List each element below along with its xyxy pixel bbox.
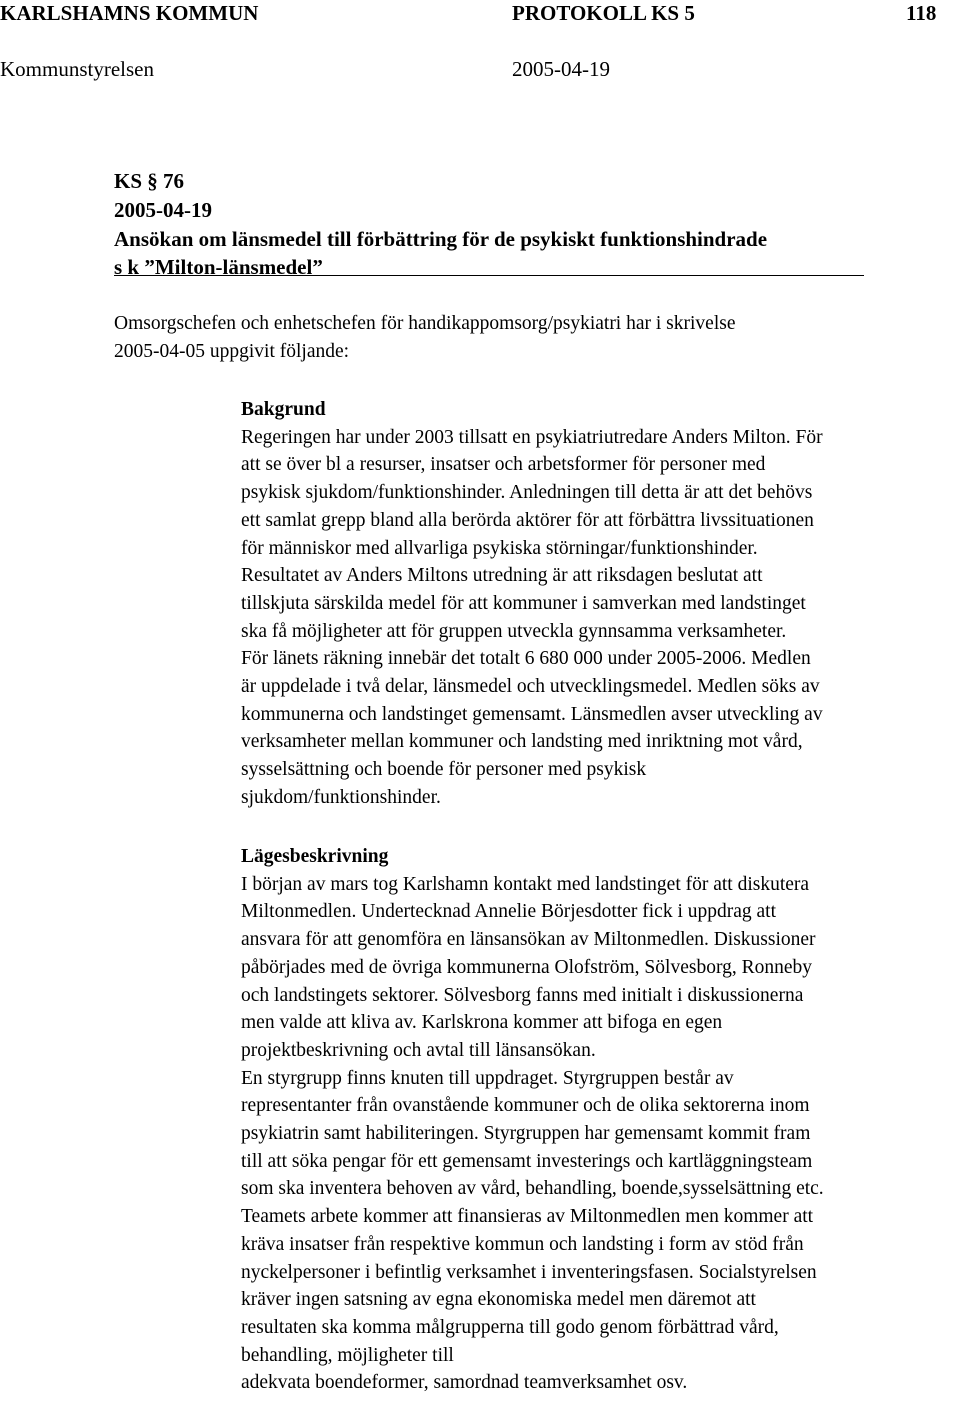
paragraph-line: och landstingets sektorer. Sölvesborg fanns med initialt i diskussionerna — [241, 984, 804, 1006]
section-heading: Bakgrund — [241, 399, 326, 420]
paragraph-line: kommunerna och landstinget gemensamt. Länsmedlen avser utveckling av — [241, 703, 823, 725]
paragraph-line: sjukdom/funktionshinder. — [241, 786, 441, 808]
title-underline — [114, 275, 864, 276]
section-heading: Lägesbeskrivning — [241, 846, 389, 867]
paragraph-line: till att söka pengar för ett gemensamt investerings och kartläggningsteam — [241, 1150, 813, 1172]
paragraph-line: I början av mars tog Karlshamn kontakt med landstinget för att diskutera — [241, 873, 810, 895]
header-protocol: PROTOKOLL KS 5 — [512, 1, 695, 25]
case-title-subtitle: s k ”Milton-länsmedel” — [114, 255, 323, 279]
paragraph-line: kräver ingen satsning av egna ekonomiska medel men däremot att — [241, 1289, 756, 1311]
paragraph-line: att se över bl a resurser, insatser och arbetsformer för personer med — [241, 454, 766, 476]
paragraph-line: är uppdelade i två delar, länsmedel och utvecklingsmedel. Medlen söks av — [241, 676, 820, 698]
section-bakgrund — [241, 396, 960, 812]
paragraph-line: påbörjades med de övriga kommunerna Olofström, Sölvesborg, Ronneby — [241, 956, 812, 978]
intro-line: 2005-04-05 uppgivit följande: — [114, 341, 350, 362]
paragraph-line: som ska inventera behoven av vård, behandling, boende,sysselsättning etc. — [241, 1178, 824, 1200]
paragraph-line: ansvara för att genomföra en länsansökan av Miltonmedlen. Diskussioner — [241, 929, 816, 951]
paragraph-line: adekvata boendeformer, samordnad teamverksamhet osv. — [241, 1372, 688, 1394]
case-date: 2005-04-19 — [114, 198, 212, 222]
paragraph-line: men valde att kliva av. Karlskrona kommer att bifoga en egen — [241, 1012, 723, 1034]
paragraph-line: resultaten ska komma målgrupperna till godo genom förbättrad vård, — [241, 1316, 779, 1338]
paragraph-line: för människor med allvarliga psykiska störningar/funktionshinder. — [241, 537, 758, 559]
paragraph-line: För länets räkning innebär det totalt 6 680 000 under 2005-2006. Medlen — [241, 648, 811, 670]
paragraph-line: En styrgrupp finns knuten till uppdraget. Styrgruppen består av — [241, 1067, 734, 1089]
paragraph-line: nyckelpersoner i befintlig verksamhet i inventeringsfasen. Socialstyrelsen — [241, 1261, 817, 1283]
paragraph-line: psykiatrin samt habiliteringen. Styrgruppen har gemensamt kommit fram — [241, 1123, 811, 1145]
paragraph-line: kräva insatser från respektive kommun och landsting i form av stöd från — [241, 1233, 804, 1255]
intro-line: Omsorgschefen och enhetschefen för handikappomsorg/psykiatri har i skrivelse — [114, 313, 736, 334]
paragraph-line: tillskjuta särskilda medel för att kommuner i samverkan med landstinget — [241, 592, 806, 614]
paragraph-line: projektbeskrivning och avtal till länsansökan. — [241, 1039, 596, 1061]
case-title: Ansökan om länsmedel till förbättring för de psykiskt funktionshindrade — [114, 227, 768, 251]
paragraph-line: ett samlat grepp bland alla berörda aktörer för att förbättra livssituationen — [241, 509, 814, 531]
paragraph-line: Regeringen har under 2003 tillsatt en psykiatriutredare Anders Milton. För — [241, 426, 823, 448]
header-date: 2005-04-19 — [512, 57, 610, 81]
paragraph-line: representanter från ovanstående kommuner och de olika sektorerna inom — [241, 1095, 810, 1117]
header-board: Kommunstyrelsen — [0, 57, 154, 81]
paragraph-line: sysselsättning och boende för personer med psykisk — [241, 759, 647, 781]
paragraph-line: behandling, möjligheter till — [241, 1344, 454, 1366]
header-municipality: KARLSHAMNS KOMMUN — [0, 1, 259, 25]
section-lagesbeskrivning — [241, 843, 960, 1397]
paragraph-line: verksamheter mellan kommuner och landsting med inriktning mot vård, — [241, 731, 803, 753]
paragraph-line: psykisk sjukdom/funktionshinder. Anledningen till detta är att det behövs — [241, 482, 813, 504]
case-number: KS § 76 — [114, 169, 185, 193]
paragraph-line: Resultatet av Anders Miltons utredning är att riksdagen beslutat att — [241, 565, 763, 587]
paragraph-line: ska få möjligheter att för gruppen utveckla gynnsamma verksamheter. — [241, 620, 787, 642]
header-page-number: 118 — [906, 1, 937, 25]
paragraph-line: Teamets arbete kommer att finansieras av Miltonmedlen men kommer att — [241, 1206, 814, 1228]
paragraph-line: Miltonmedlen. Undertecknad Annelie Börjesdotter fick i uppdrag att — [241, 901, 777, 923]
